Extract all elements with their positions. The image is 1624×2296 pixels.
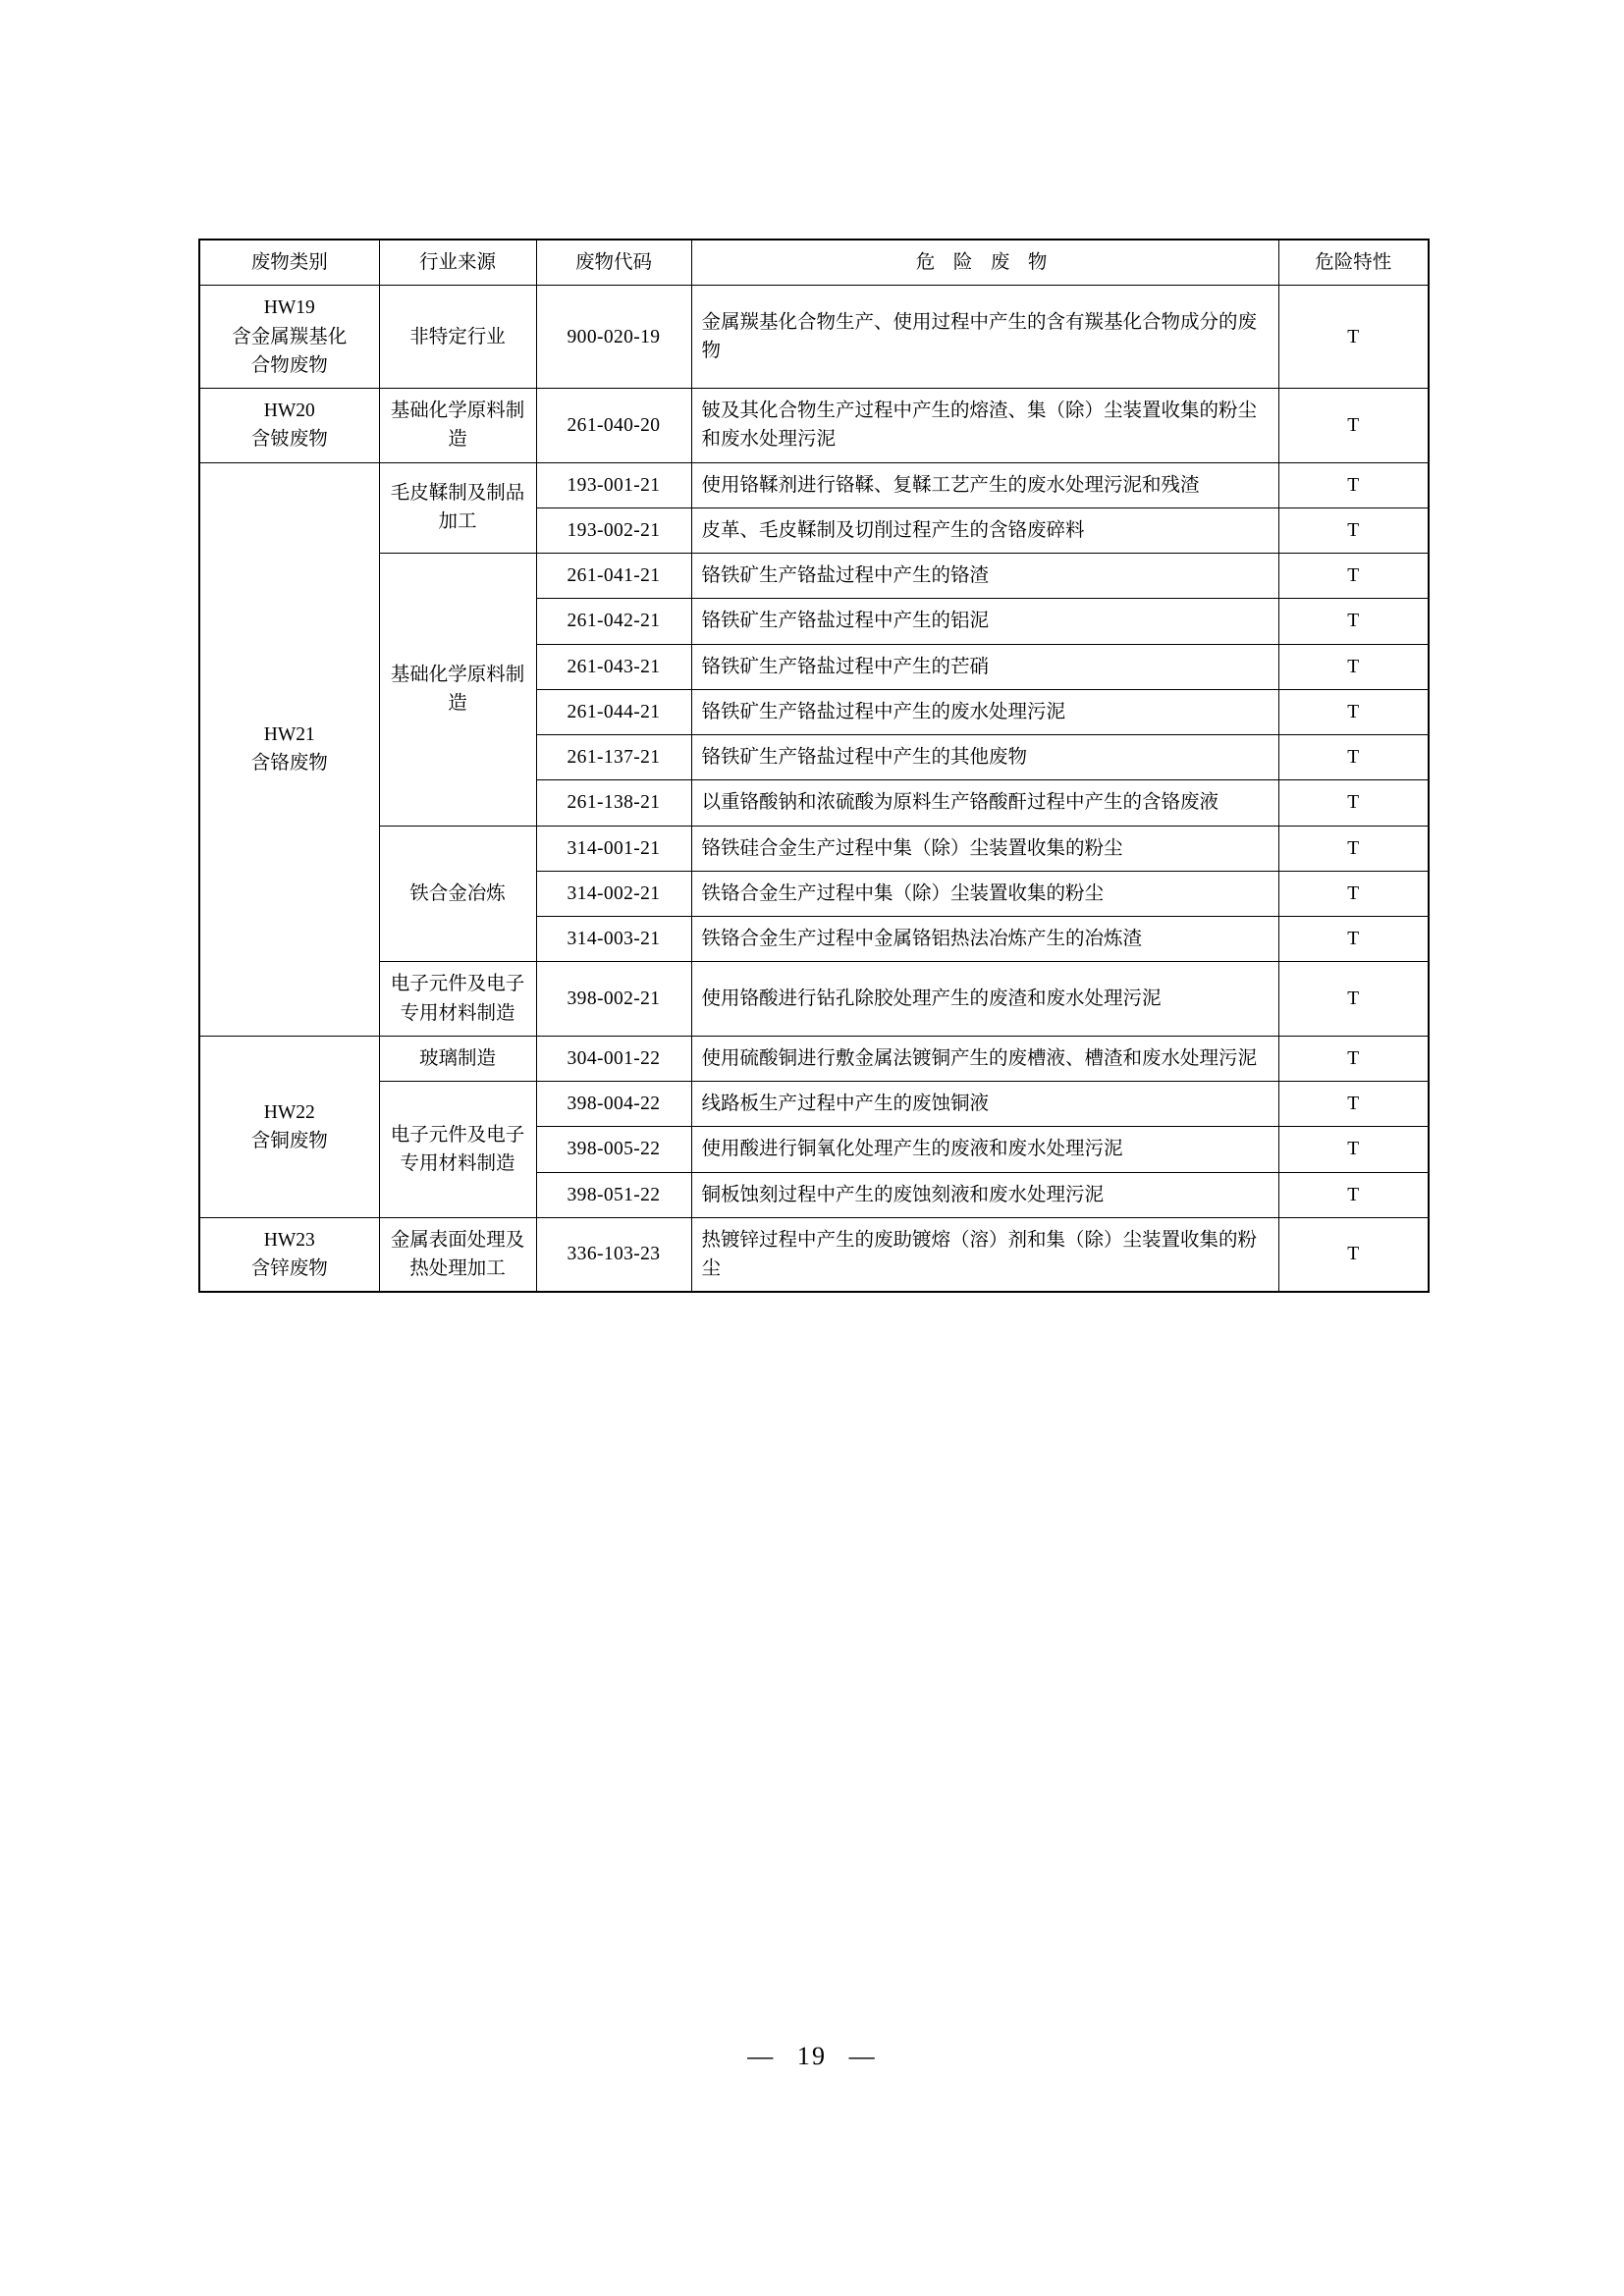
- waste-code-cell: 261-041-21: [536, 554, 691, 599]
- table-row: [199, 1036, 1429, 1081]
- hazard-characteristic-cell: T: [1278, 389, 1429, 463]
- hazardous-waste-cell: 使用酸进行铜氧化处理产生的废液和废水处理污泥: [691, 1127, 1278, 1172]
- hazardous-waste-cell: 线路板生产过程中产生的废蚀铜液: [691, 1082, 1278, 1127]
- waste-category-cell: HW21 含铬废物: [199, 462, 379, 1036]
- hazard-characteristic-cell: T: [1278, 554, 1429, 599]
- industry-source-cell: 金属表面处理及热处理加工: [379, 1217, 536, 1292]
- page-marker-right: —: [848, 2042, 877, 2070]
- waste-code-cell: 193-001-21: [536, 462, 691, 507]
- waste-code-cell: 336-103-23: [536, 1217, 691, 1292]
- waste-category-cell: HW22 含铜废物: [199, 1036, 379, 1217]
- hazardous-waste-cell: 使用铬鞣剂进行铬鞣、复鞣工艺产生的废水处理污泥和残渣: [691, 462, 1278, 507]
- hazardous-waste-cell: 铬铁矿生产铬盐过程中产生的铝泥: [691, 599, 1278, 644]
- waste-code-cell: 314-003-21: [536, 917, 691, 962]
- hazard-characteristic-cell: T: [1278, 689, 1429, 734]
- waste-code-cell: 398-005-22: [536, 1127, 691, 1172]
- header-hazard-characteristic: 危险特性: [1278, 240, 1429, 286]
- waste-code-cell: 398-051-22: [536, 1172, 691, 1217]
- waste-code-cell: 304-001-22: [536, 1036, 691, 1081]
- hazardous-waste-cell: 使用铬酸进行钻孔除胶处理产生的废渣和废水处理污泥: [691, 962, 1278, 1037]
- industry-source-cell: 毛皮鞣制及制品加工: [379, 462, 536, 554]
- waste-code-cell: 261-043-21: [536, 644, 691, 689]
- waste-category-cell: HW19 含金属羰基化 合物废物: [199, 286, 379, 389]
- hazardous-waste-cell: 铜板蚀刻过程中产生的废蚀刻液和废水处理污泥: [691, 1172, 1278, 1217]
- hazardous-waste-cell: 铬铁硅合金生产过程中集（除）尘装置收集的粉尘: [691, 826, 1278, 871]
- hazard-characteristic-cell: T: [1278, 735, 1429, 780]
- hazardous-waste-cell: 皮革、毛皮鞣制及切削过程产生的含铬废碎料: [691, 507, 1278, 553]
- hazard-characteristic-cell: T: [1278, 962, 1429, 1037]
- table-row: [199, 1082, 1429, 1127]
- hazard-characteristic-cell: T: [1278, 917, 1429, 962]
- hazard-characteristic-cell: T: [1278, 826, 1429, 871]
- table-row: [199, 286, 1429, 389]
- table-row: [199, 1217, 1429, 1292]
- waste-code-cell: 261-042-21: [536, 599, 691, 644]
- waste-code-cell: 261-137-21: [536, 735, 691, 780]
- page-marker-left: —: [747, 2042, 776, 2070]
- waste-code-cell: 261-044-21: [536, 689, 691, 734]
- hazardous-waste-cell: 铍及其化合物生产过程中产生的熔渣、集（除）尘装置收集的粉尘和废水处理污泥: [691, 389, 1278, 463]
- hazardous-waste-cell: 铬铁矿生产铬盐过程中产生的废水处理污泥: [691, 689, 1278, 734]
- header-waste-code: 废物代码: [536, 240, 691, 286]
- hazard-characteristic-cell: T: [1278, 1127, 1429, 1172]
- hazardous-waste-cell: 金属羰基化合物生产、使用过程中产生的含有羰基化合物成分的废物: [691, 286, 1278, 389]
- hazard-characteristic-cell: T: [1278, 644, 1429, 689]
- hazard-characteristic-cell: T: [1278, 1217, 1429, 1292]
- hazard-characteristic-cell: T: [1278, 1082, 1429, 1127]
- waste-code-cell: 314-002-21: [536, 871, 691, 916]
- table-row: [199, 389, 1429, 463]
- table-row: [199, 462, 1429, 507]
- table-row: [199, 554, 1429, 599]
- header-industry-source: 行业来源: [379, 240, 536, 286]
- hazardous-waste-table-container: [198, 239, 1428, 1293]
- hazard-characteristic-cell: T: [1278, 1172, 1429, 1217]
- page-number: 19: [796, 2042, 828, 2070]
- hazardous-waste-table: [198, 239, 1430, 1293]
- industry-source-cell: 电子元件及电子专用材料制造: [379, 962, 536, 1037]
- waste-code-cell: 398-002-21: [536, 962, 691, 1037]
- industry-source-cell: 非特定行业: [379, 286, 536, 389]
- hazardous-waste-cell: 铬铁矿生产铬盐过程中产生的其他废物: [691, 735, 1278, 780]
- header-hazardous-waste: 危 险 废 物: [691, 240, 1278, 286]
- hazard-characteristic-cell: T: [1278, 599, 1429, 644]
- hazard-characteristic-cell: T: [1278, 286, 1429, 389]
- hazardous-waste-cell: 使用硫酸铜进行敷金属法镀铜产生的废槽液、槽渣和废水处理污泥: [691, 1036, 1278, 1081]
- page-footer: [0, 2042, 1624, 2071]
- table-row: [199, 962, 1429, 1037]
- waste-code-cell: 900-020-19: [536, 286, 691, 389]
- hazardous-waste-cell: 铁铬合金生产过程中集（除）尘装置收集的粉尘: [691, 871, 1278, 916]
- waste-code-cell: 314-001-21: [536, 826, 691, 871]
- header-waste-category: 废物类别: [199, 240, 379, 286]
- waste-category-cell: HW23 含锌废物: [199, 1217, 379, 1292]
- table-row: [199, 826, 1429, 871]
- hazard-characteristic-cell: T: [1278, 780, 1429, 826]
- waste-code-cell: 261-040-20: [536, 389, 691, 463]
- hazardous-waste-cell: 铬铁矿生产铬盐过程中产生的芒硝: [691, 644, 1278, 689]
- hazardous-waste-cell: 以重铬酸钠和浓硫酸为原料生产铬酸酐过程中产生的含铬废液: [691, 780, 1278, 826]
- table-header-row: [199, 240, 1429, 286]
- waste-code-cell: 398-004-22: [536, 1082, 691, 1127]
- hazardous-waste-cell: 热镀锌过程中产生的废助镀熔（溶）剂和集（除）尘装置收集的粉尘: [691, 1217, 1278, 1292]
- industry-source-cell: 基础化学原料制造: [379, 389, 536, 463]
- waste-code-cell: 261-138-21: [536, 780, 691, 826]
- hazard-characteristic-cell: T: [1278, 871, 1429, 916]
- hazard-characteristic-cell: T: [1278, 1036, 1429, 1081]
- hazard-characteristic-cell: T: [1278, 462, 1429, 507]
- table-header: [199, 240, 1429, 286]
- industry-source-cell: 电子元件及电子专用材料制造: [379, 1082, 536, 1218]
- hazardous-waste-cell: 铬铁矿生产铬盐过程中产生的铬渣: [691, 554, 1278, 599]
- hazard-characteristic-cell: T: [1278, 507, 1429, 553]
- industry-source-cell: 铁合金冶炼: [379, 826, 536, 962]
- industry-source-cell: 玻璃制造: [379, 1036, 536, 1081]
- table-body: [199, 286, 1429, 1293]
- hazardous-waste-cell: 铁铬合金生产过程中金属铬铝热法冶炼产生的冶炼渣: [691, 917, 1278, 962]
- waste-category-cell: HW20 含铍废物: [199, 389, 379, 463]
- waste-code-cell: 193-002-21: [536, 507, 691, 553]
- industry-source-cell: 基础化学原料制造: [379, 554, 536, 827]
